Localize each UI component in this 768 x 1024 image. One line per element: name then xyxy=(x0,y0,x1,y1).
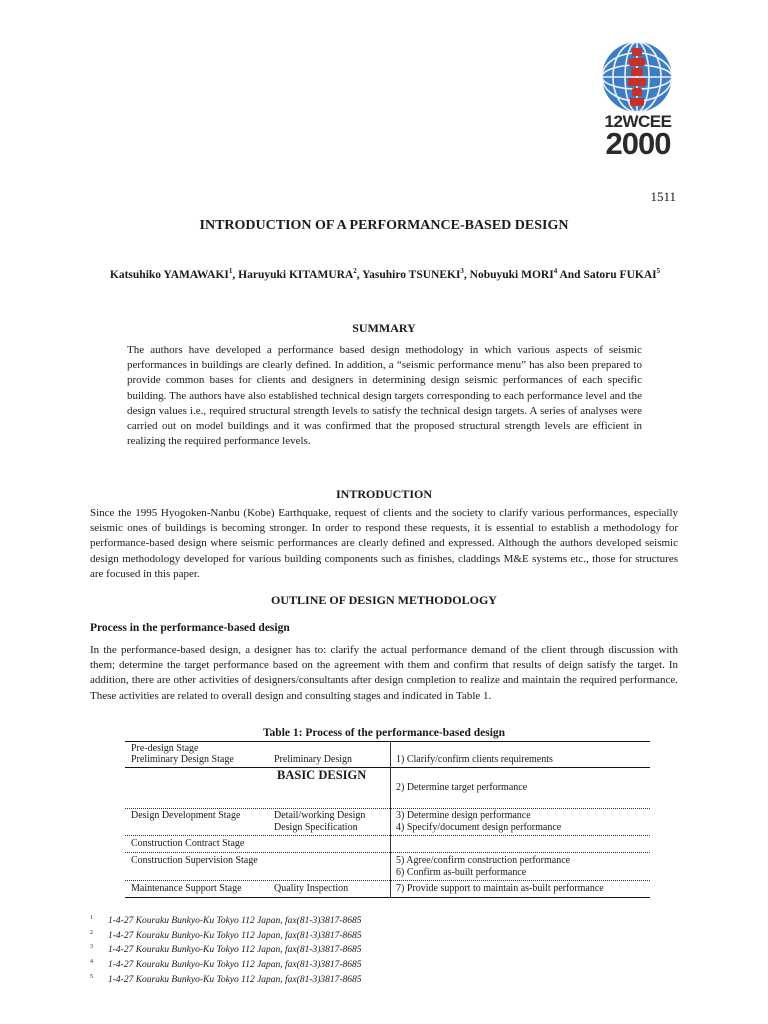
author-affiliation-mark: 2 xyxy=(353,267,357,275)
table-cell: Detail/working Design xyxy=(274,810,366,821)
table-cell: 5) Agree/confirm construction performance xyxy=(396,855,571,866)
author-name: Yasuhiro TSUNEKI xyxy=(362,268,461,281)
table-cell: 4) Specify/document design performance xyxy=(396,822,562,833)
summary-heading: SUMMARY xyxy=(352,321,416,335)
table-cell: Design Specification xyxy=(274,822,358,833)
author-affiliation-mark: 3 xyxy=(460,267,464,275)
table-cell: 2) Determine target performance xyxy=(396,782,528,793)
footnote xyxy=(90,972,490,987)
introduction-text: Since the 1995 Hyogoken-Nanbu (Kobe) Earthquake, request of clients and the society to clarify various performances, especially seismic ones of buildings is becoming stronger. In order to respond these requests, it is essential to establish a methodology for performance-based design where seismic performances are clearly defined and expressed. Although the authors developed seismic design methodology developed for various building components such as finishes, claddings M&E systems etc., those for structures are focused in this paper. xyxy=(90,507,678,580)
table-rule xyxy=(125,897,650,898)
table-cell: Preliminary Design Stage xyxy=(131,754,234,765)
introduction-heading: INTRODUCTION xyxy=(335,487,432,501)
table-rule xyxy=(125,808,650,809)
process-table xyxy=(125,741,650,899)
table-title: Table 1: Process of the performance-based design xyxy=(262,727,506,739)
table-rule xyxy=(125,741,650,742)
author-name: Satoru FUKAI xyxy=(583,268,657,281)
conference-logo xyxy=(598,40,678,160)
table-rule xyxy=(125,880,650,881)
table-rule xyxy=(125,852,650,853)
footnote-text: 1-4-27 Kouraku Bunkyo-Ku Tokyo 112 Japan, fax(81-3)3817-8685 xyxy=(108,916,362,927)
author-separator: And xyxy=(557,268,584,281)
logo-text-2000: 2000 xyxy=(605,126,671,161)
author-affiliation-mark: 4 xyxy=(553,267,558,275)
outline-heading: OUTLINE OF DESIGN METHODOLOGY xyxy=(271,593,497,607)
author-name: Haruyuki KITAMURA xyxy=(238,268,354,281)
table-cell: 7) Provide support to maintain as-built performance xyxy=(396,883,604,894)
summary-text: The authors have developed a performance based design methodology in which various aspects of seismic performances in buildings are clearly defined. In addition, a “seismic performance menu” has also been prepared to provide common bases for clients and designers in determining design seismic performances of each specific building. The authors have also established technical design targets corresponding to each performance level and the design values i.e., required structural strength levels to satisfy the technical design targets. A series of analyses were carried out on model buildings and it was confirmed that the proposed structural strength levels are efficient in realizing the required performance levels. xyxy=(127,344,642,448)
logo-text-12wcee: 12WCEE xyxy=(604,112,672,131)
footnote xyxy=(90,942,490,957)
footnote-text: 1-4-27 Kouraku Bunkyo-Ku Tokyo 112 Japan, fax(81-3)3817-8685 xyxy=(108,930,362,941)
table-cell: 3) Determine design performance xyxy=(396,810,531,821)
footnote xyxy=(90,913,490,928)
author-list xyxy=(90,264,680,283)
footnote-mark: 4 xyxy=(90,958,93,965)
footnote-text: 1-4-27 Kouraku Bunkyo-Ku Tokyo 112 Japan, fax(81-3)3817-8685 xyxy=(108,960,362,971)
table-cell: Preliminary Design xyxy=(274,754,353,765)
page-number: 1511 xyxy=(650,189,676,204)
author-separator: , xyxy=(356,268,363,281)
table-cell: Pre-design Stage xyxy=(131,743,199,754)
footnotes xyxy=(90,913,490,986)
footnote xyxy=(90,957,490,972)
footnote-mark: 5 xyxy=(90,973,93,980)
table-rule xyxy=(125,835,650,836)
process-subheading: Process in the performance-based design xyxy=(90,622,290,634)
footnote-mark: 1 xyxy=(90,915,93,921)
table-cell: Construction Contract Stage xyxy=(131,838,245,849)
footnote-mark: 2 xyxy=(90,929,93,936)
table-cell: 6) Confirm as-built performance xyxy=(396,867,527,878)
author-name: Nobuyuki MORI xyxy=(469,268,554,281)
table-cell: 1) Clarify/confirm clients requirements xyxy=(396,754,553,765)
author-affiliation-mark: 5 xyxy=(656,267,661,275)
globe-icon xyxy=(600,40,674,114)
outline-text: In the performance-based design, a designer has to: clarify the actual performance demand of the client through discussion with them; determine the target performance based on the agreement with them and confirm that results of deign satisfy the target. In addition, there are other activities of designers/consultants after design completion to realize and maintain the required performance. These activities are related to overall design and consulting stages and indicated in Table 1. xyxy=(90,644,678,702)
paper-title: INTRODUCTION OF A PERFORMANCE-BASED DESIGN xyxy=(199,218,569,233)
table-cell: Maintenance Support Stage xyxy=(131,883,242,894)
footnote xyxy=(90,928,490,943)
author-separator: , xyxy=(232,268,239,281)
footnote-text: 1-4-27 Kouraku Bunkyo-Ku Tokyo 112 Japan, fax(81-3)3817-8685 xyxy=(108,974,362,985)
table-rule xyxy=(125,767,650,768)
footnote-text: 1-4-27 Kouraku Bunkyo-Ku Tokyo 112 Japan, fax(81-3)3817-8685 xyxy=(108,945,362,956)
table-cell: Quality Inspection xyxy=(274,883,349,894)
table-column-divider xyxy=(390,741,391,898)
table-cell: Construction Supervision Stage xyxy=(131,855,258,866)
author-separator: , xyxy=(463,268,470,281)
author-name: Katsuhiko YAMAWAKI xyxy=(109,268,229,281)
footnote-mark: 3 xyxy=(90,944,93,951)
author-affiliation-mark: 1 xyxy=(228,267,233,275)
basic-design-label: BASIC DESIGN xyxy=(277,768,367,782)
table-cell: Design Development Stage xyxy=(131,810,241,821)
